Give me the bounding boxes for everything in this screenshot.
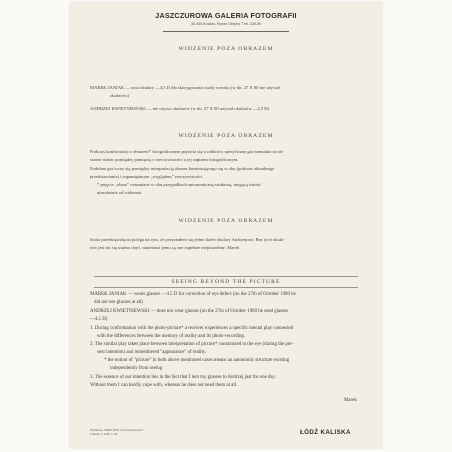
section-divider	[94, 287, 358, 288]
section-title-1: WIDZENIE POZA OBRAZEM	[178, 46, 274, 52]
text-line: szarze różnic pomiędzy pamięcią o rzeczywistości a jej zapisem fotograficznym.	[90, 157, 239, 162]
text-line: MAREK JANIAK — nosi okulary —4,5 D dla skorygowania wady wzroku (w dn. 27 X 80 nie używał	[90, 85, 280, 90]
text-line: Podczas konfrontacji z obrazem* fotograficznym pojawia się u odbiorcy specyficzna gra mentalna na ob-	[90, 149, 285, 154]
print-info: Wydawca: ZSMP BCK "Pod Jaszczurami"	[90, 428, 144, 432]
text-line: MAREK JANIAK — wears glasses —4.5 D for correction of eye defect (on the 27th of October 1980 he	[90, 292, 296, 297]
text-line: * pojęcie „obraz” rozumiane w obu przypadkach autonomiczną strukturą, mogącą istnieć	[97, 182, 261, 187]
text-line: Without them I can hardly cope with, whereas he does not need them at all.	[90, 383, 238, 388]
text-line: * the notion of "picture" in both above mentioned cases means an autonomic structure existing	[104, 358, 290, 363]
text-line: Istota przedsięwzięcia polega na tym, że przyznałem się jedno dzień okulary Andrzejowi. Bez tych okula-	[90, 237, 285, 242]
text-line: niezależnie od widzenia	[97, 190, 142, 195]
text-line: ANDRZEJ KWIETNIEWSKI — nie używa okularów (w dn. 27 X 80 używał okularów —4,5 D)	[90, 106, 270, 111]
text-line: 3. The essence of our intention lies in the fact that I lent my glasses to Andrzej just for one day.	[90, 375, 276, 380]
publisher-name: ŁÓDŹ KALISKA	[300, 429, 351, 436]
text-line: with the differences between the memory of reality and its photo-recording.	[97, 334, 246, 339]
text-line: —4.5 D)	[90, 317, 108, 322]
text-line: independently from seeing	[110, 366, 163, 371]
print-info: Kraków 1. 1200 n. 80	[90, 432, 118, 436]
gallery-address: 30-055 Kraków, Rynek Główny 7 tel. 226-89	[190, 22, 262, 26]
gallery-title: JASZCZUROWA GALERIA FOTOGRAFII	[155, 11, 297, 20]
header-divider	[163, 31, 289, 32]
text-line: przedstawiania) i zapamiętanym „wyglądem” rzeczywistości.	[90, 174, 204, 179]
signature-text: Marek	[344, 398, 357, 403]
text-line: ANDRZEJ KWIETNIEWSKI — does not wear glasses (on the 27th of October 1980 he used glasses	[90, 309, 289, 314]
text-line: rów jest mi się trudno obyć, natomiast jemu są one zupełnie niepotrzebne. Marek	[90, 245, 240, 250]
text-line: sent intention) and remembered "appearance" of reality.	[97, 350, 207, 355]
section-title-3: WIDZENIE POZA OBRAZEM	[178, 218, 274, 224]
document-page	[70, 2, 382, 448]
section-divider	[94, 276, 358, 277]
text-line: 1. During confrontation with the photo-picture* a receiver experiences a specific mental play connected	[90, 326, 294, 331]
text-line: Podobna gra toczy się pomiędzy interpretacją obrazu konstruującego się w oku (podczas aktualnego	[90, 166, 275, 171]
text-line: okularów)	[110, 93, 129, 98]
text-line: 2. The similar play takes place between interpretation of picture* constructed in the eye (during the pre-	[90, 342, 294, 347]
text-line: did not use glasses at all)	[94, 300, 144, 305]
section-title-4: SEEING BEYOND THE PICTURE	[171, 279, 281, 285]
section-title-2: WIDZENIE POZA OBRAZEM	[178, 133, 274, 139]
